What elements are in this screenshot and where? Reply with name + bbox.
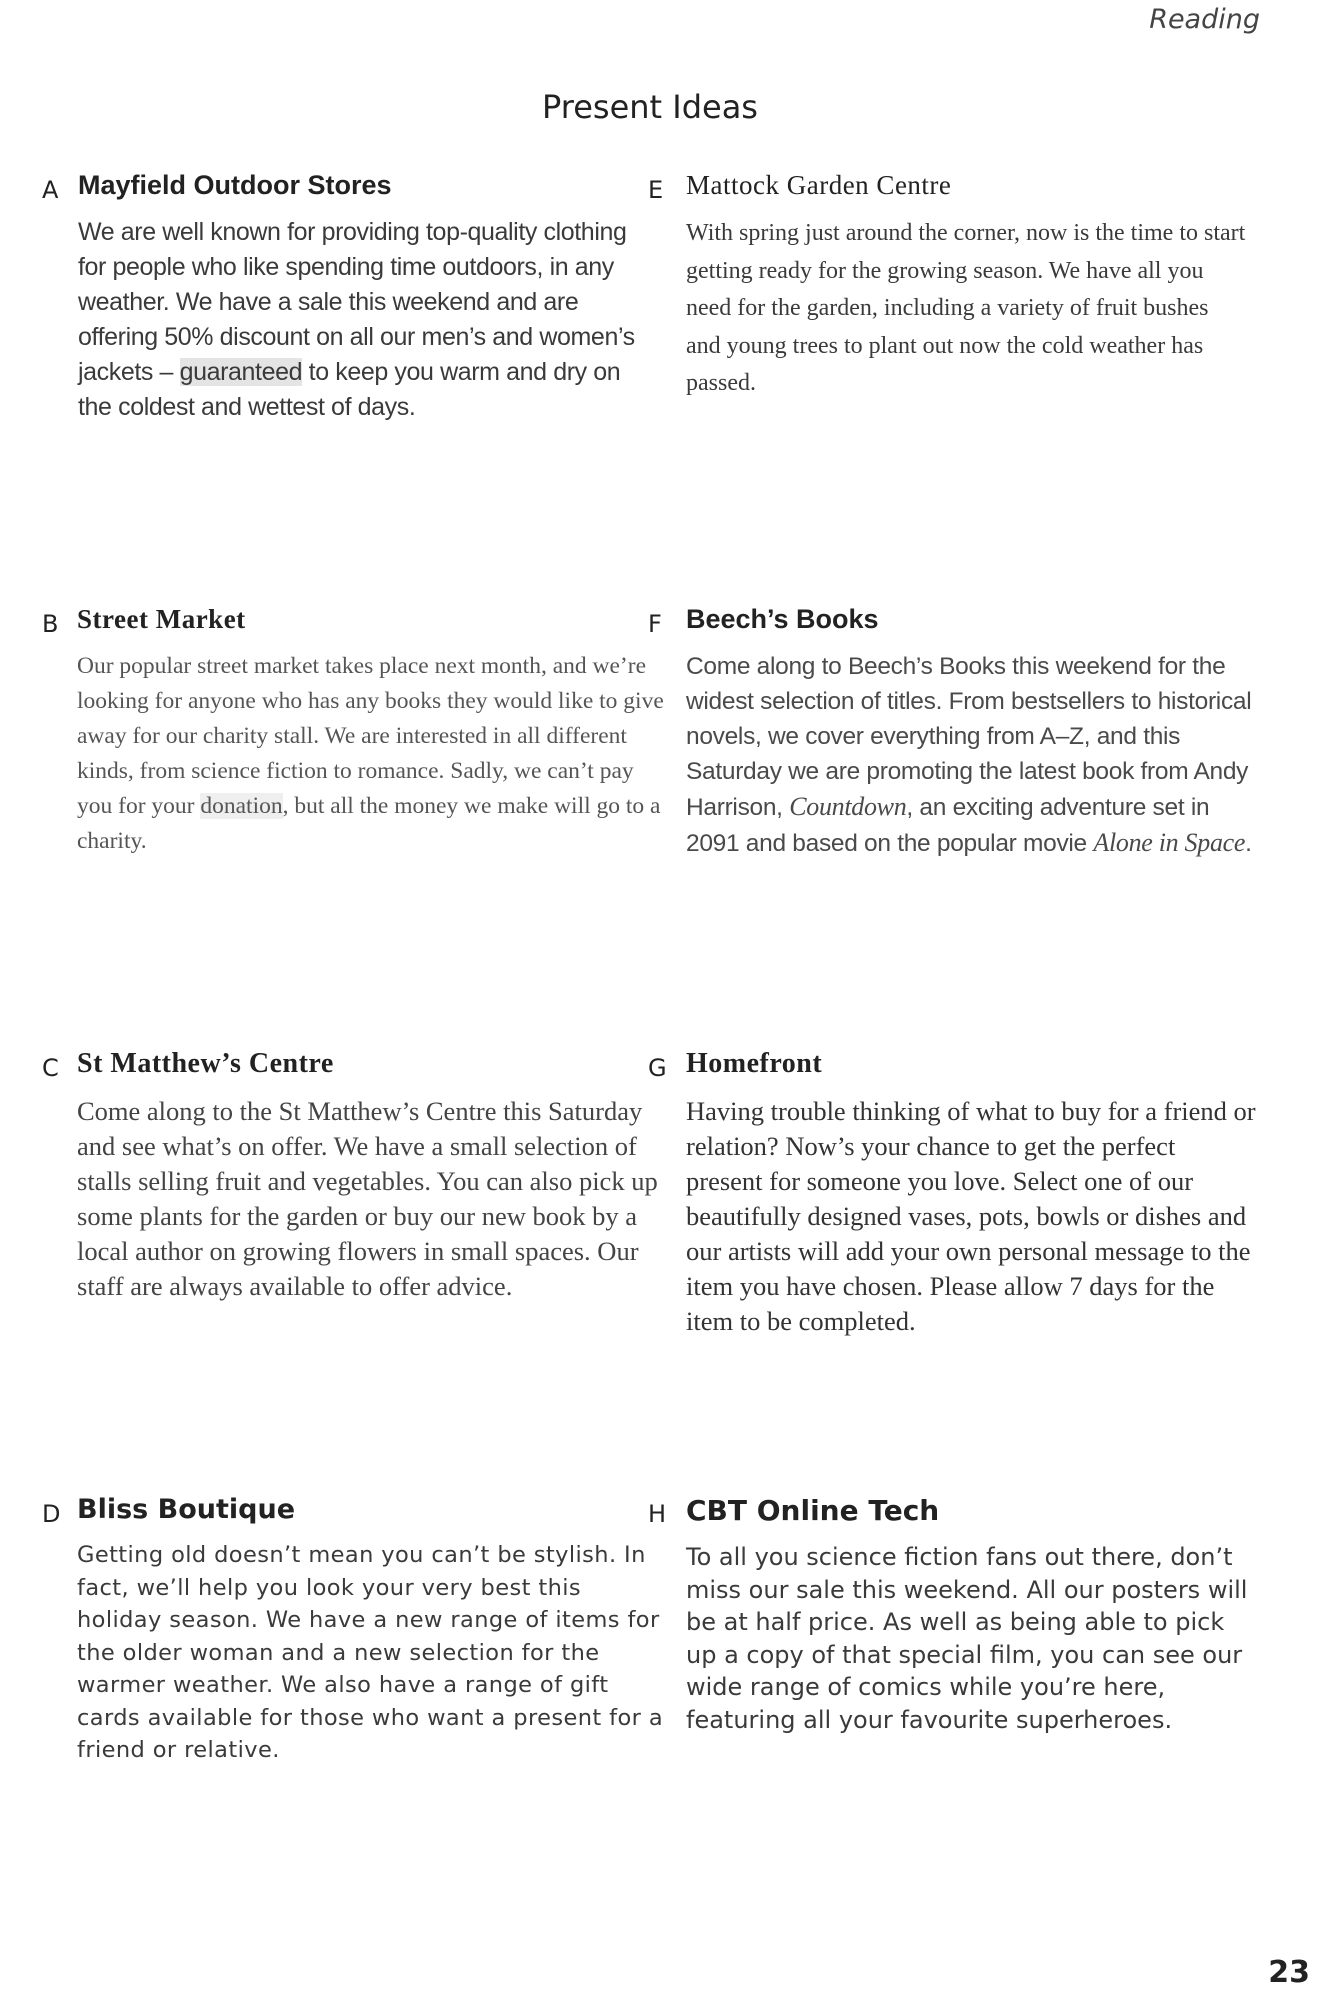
section-label: Reading (1149, 4, 1260, 35)
advert-letter: B (42, 610, 59, 638)
highlighted-word: guaranteed (179, 358, 303, 386)
advert-letter: C (42, 1054, 59, 1082)
advert-text: To all you science fiction fans out there, don’t miss our sale this weekend. All our posters will be at half price. As well as being able to pick up a copy of that special film, you can see our wide range of comics while you’re here, featuring all your favourite superheroes. (686, 1543, 1248, 1734)
advert-title: CBT Online Tech (686, 1494, 940, 1527)
advert-title: Mattock Garden Centre (686, 170, 952, 200)
highlighted-word: donation (200, 793, 283, 819)
advert-title: Street Market (77, 604, 246, 634)
advert-letter: H (648, 1500, 667, 1528)
advert-title: Homefront (686, 1048, 823, 1079)
advert-title: Beech’s Books (686, 604, 879, 634)
advert-text: With spring just around the corner, now is the time to start getting ready for the growing season. We have all you need for the garden, including a variety of fruit bushes and young trees to plant out now the cold weather has passed. (686, 220, 1246, 396)
advert-text: We are well known for providing top-quality clothing for people who like spending time outdoors, in any weather. We have a sale this weekend and are offering 50% discount on all our men’s and women’s jackets – guaranteed to keep you warm and dry on the coldest and wettest of days. (78, 218, 635, 421)
advert-letter: A (42, 176, 59, 204)
book-title: Countdown (789, 792, 907, 821)
advert-title: St Matthew’s Centre (77, 1048, 334, 1079)
advert-title: Bliss Boutique (77, 1494, 296, 1525)
advert-text: Come along to Beech’s Books this weekend for the widest selection of titles. From bestsellers to historical novels, we cover everything from A–Z, and this Saturday we are promoting the latest book from Andy Harrison, Countdown, an exciting adventure set in 2091 and based on the popular movie Alone in Space. (686, 653, 1252, 857)
advert-letter: E (648, 176, 664, 204)
advert-text: Having trouble thinking of what to buy for a friend or relation? Now’s your chance to get the perfect present for someone you love. Select one of our beautifully designed vases, pots, bowls or dishes and our artists will add your own personal message to the item you have chosen. Please allow 7 days for the item to be completed. (686, 1096, 1256, 1336)
movie-title: Alone in Space (1093, 828, 1246, 857)
advert-text: Our popular street market takes place next month, and we’re looking for anyone who has any books they would like to give away for our charity stall. We are interested in all different kinds, from science fiction to romance. Sadly, we can’t pay you for your donation, but all the money we make will go to a charity. (77, 653, 664, 854)
advert-letter: D (42, 1500, 61, 1528)
advert-letter: F (648, 610, 662, 638)
page-number: 23 (1268, 1955, 1310, 1990)
advert-letter: G (648, 1054, 667, 1082)
advert-title: Mayfield Outdoor Stores (78, 170, 392, 200)
page-title: Present Ideas (542, 88, 758, 126)
advert-text: Getting old doesn’t mean you can’t be stylish. In fact, we’ll help you look your very best this holiday season. We have a new range of items for the older woman and a new selection for the warmer weather. We also have a range of gift cards available for those who want a present for a friend or relative. (77, 1542, 664, 1763)
advert-text: Come along to the St Matthew’s Centre this Saturday and see what’s on offer. We have a small selection of stalls selling fruit and vegetables. You can also pick up some plants for the garden or buy our new book by a local author on growing flowers in small spaces. Our staff are always available to offer advice. (77, 1096, 658, 1301)
